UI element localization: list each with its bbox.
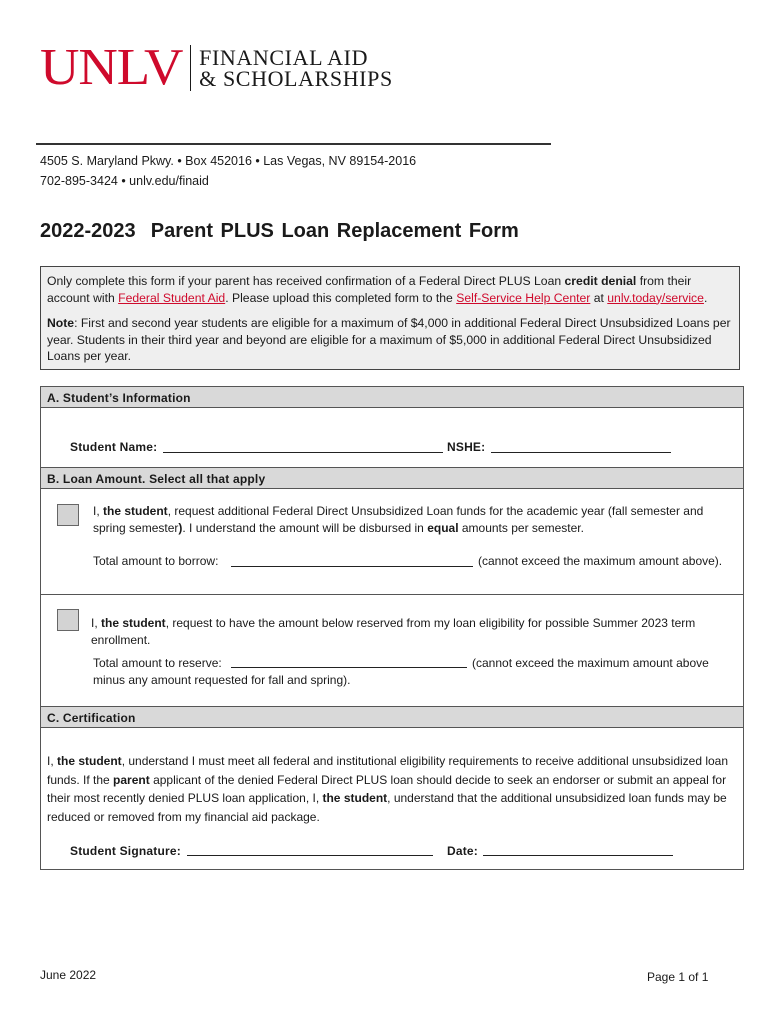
logo-wordmark: UNLV — [40, 39, 183, 96]
option-summer-reserve-text: I, the student, request to have the amount below reserved from my loan eligibility for possible Summer 2023 term enrollment. — [91, 616, 696, 647]
date-label: Date: — [447, 844, 479, 858]
borrow-amount-field[interactable] — [231, 566, 473, 567]
reserve-amount-note-continued: minus any amount requested for fall and spring). — [93, 673, 351, 687]
form-sections — [40, 386, 744, 870]
contact-line: 702-895-3424 • unlv.edu/finaid — [40, 174, 209, 188]
signature-label: Student Signature: — [70, 844, 181, 858]
date-field[interactable] — [483, 855, 673, 856]
section-c-header: C. Certification — [41, 706, 743, 728]
nshe-label: NSHE: — [447, 440, 486, 454]
signature-field[interactable] — [187, 855, 433, 856]
department-line1: FINANCIAL AID — [199, 45, 369, 70]
reserve-amount-label: Total amount to reserve: — [93, 656, 222, 670]
option-additional-loan-checkbox[interactable] — [57, 504, 79, 526]
header-rule — [36, 143, 551, 145]
borrow-amount-note: (cannot exceed the maximum amount above). — [478, 554, 723, 568]
department-name — [199, 47, 393, 89]
service-url-link[interactable]: unlv.today/service — [607, 290, 704, 305]
reserve-amount-note: (cannot exceed the maximum amount above — [472, 656, 709, 670]
option-divider — [41, 594, 743, 595]
instructions-paragraph: Only complete this form if your parent has received confirmation of a Federal Direct PLUS Loan credit denial from their account with Federal Student Aid. Please upload this completed form to the Self-Service Help Center at unlv.today/service. — [47, 274, 708, 305]
logo-divider — [190, 45, 192, 91]
reserve-amount-field[interactable] — [231, 667, 467, 668]
form-title: 2022-2023 Parent PLUS Loan Replacement Form — [40, 220, 519, 242]
student-name-field[interactable] — [163, 452, 443, 453]
help-center-link[interactable]: Self-Service Help Center — [456, 290, 591, 305]
address-line: 4505 S. Maryland Pkwy. • Box 452016 • Las Vegas, NV 89154-2016 — [40, 154, 417, 168]
page-number: Page 1 of 1 — [647, 970, 709, 984]
option-additional-loan-text: I, the student, request additional Federal Direct Unsubsidized Loan funds for the academic year (fall semester and spring semester). I understand the amount will be disbursed in equal amounts per semester. — [93, 504, 704, 535]
section-b-header: B. Loan Amount. Select all that apply — [41, 467, 743, 489]
footer-date: June 2022 — [40, 968, 97, 982]
section-a-header: A. Student’s Information — [41, 386, 743, 408]
instructions-box — [40, 266, 740, 370]
nshe-field[interactable] — [491, 452, 671, 453]
department-line2: & SCHOLARSHIPS — [199, 66, 393, 91]
certification-text: I, the student, understand I must meet all federal and institutional eligibility requirements to receive additional unsubsidized loan funds. If the parent applicant of the denied Federal Direct PLUS loan should decide to seek an endorser or submit an appeal for their most recently denied PLUS loan application, I, the student, understand that the additional unsubsidized loan funds may be reduced or removed from my financial aid package. — [47, 754, 729, 824]
option-summer-reserve-checkbox[interactable] — [57, 609, 79, 631]
federal-student-aid-link[interactable]: Federal Student Aid — [118, 290, 226, 305]
unlv-logo — [40, 39, 393, 96]
note-paragraph: Note: First and second year students are eligible for a maximum of $4,000 in additional Federal Direct Unsubsidized Loans per year. Students in their third year and beyond are eligible for a maximum of $5,000 in additional Federal Direct Unsubsidized Loans per year. — [47, 316, 731, 363]
student-name-label: Student Name: — [70, 440, 158, 454]
borrow-amount-label: Total amount to borrow: — [93, 554, 219, 568]
